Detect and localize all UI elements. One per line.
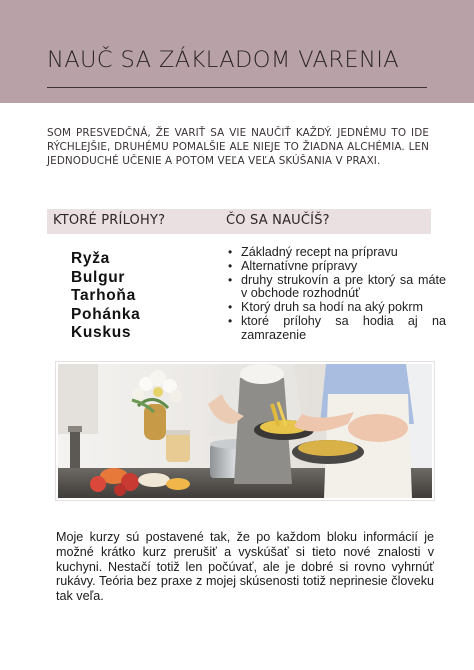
side-dish-item: Pohánka [71,305,141,323]
side-dish-item: Tarhoňa [71,287,136,304]
learn-item: • druhy strukovín a pre ktorý sa máte v obchode rozhodnúť [228,274,446,302]
learn-item: • Alternatívne prípravy [228,260,446,274]
side-dishes-list [71,250,141,343]
learn-item: • Ktorý druh sa hodí na aký pokrm [228,301,446,315]
cooking-illustration [58,364,432,498]
title-divider [47,87,427,88]
intro-paragraph: SOM PRESVEDČNÁ, ŽE VARIŤ SA VIE NAUČIŤ KAŽDÝ. JEDNÉMU TO IDE RÝCHLEJŠIE, DRUHÉMU POMALŠIE ALE NIEJE TO ŽIADNA ALCHÉMIA. LEN JEDNODUCHÉ UČENIE A POTOM VEĽA VEĽA SKÚŠANIA V PRAXI. [47,127,429,167]
what-you-learn-heading: ČO SA NAUČÍŠ? [226,213,330,228]
page-title: NAUČ SA ZÁKLADOM VARENIA [47,47,400,73]
header-banner [0,0,474,103]
outro-paragraph: Moje kurzy sú postavené tak, že po každom bloku informácií je možné krátko kurz prerušiť a vyskúšať si tieto nové znalosti v kuchyni. Nestačí totiž len počúvať, ale je dobré si rovno vyhrnúť rukávy. Teória bez praxe z mojej skúsenosti totiž neprinesie človeku tak veľa. [56,530,434,604]
learn-list [228,246,446,343]
side-dishes-heading: KTORÉ PRÍLOHY? [53,213,166,228]
learn-item: • ktoré prílohy sa hodia aj na zamrazenie [228,315,446,343]
learn-item: • Základný recept na prípravu [228,246,446,260]
cooking-photo [56,362,434,500]
side-dish-item: Bulgur [71,268,126,286]
side-dish-item: Kuskus [71,324,132,341]
side-dish-item: Ryža [71,250,110,267]
bowl-icon [292,440,364,464]
